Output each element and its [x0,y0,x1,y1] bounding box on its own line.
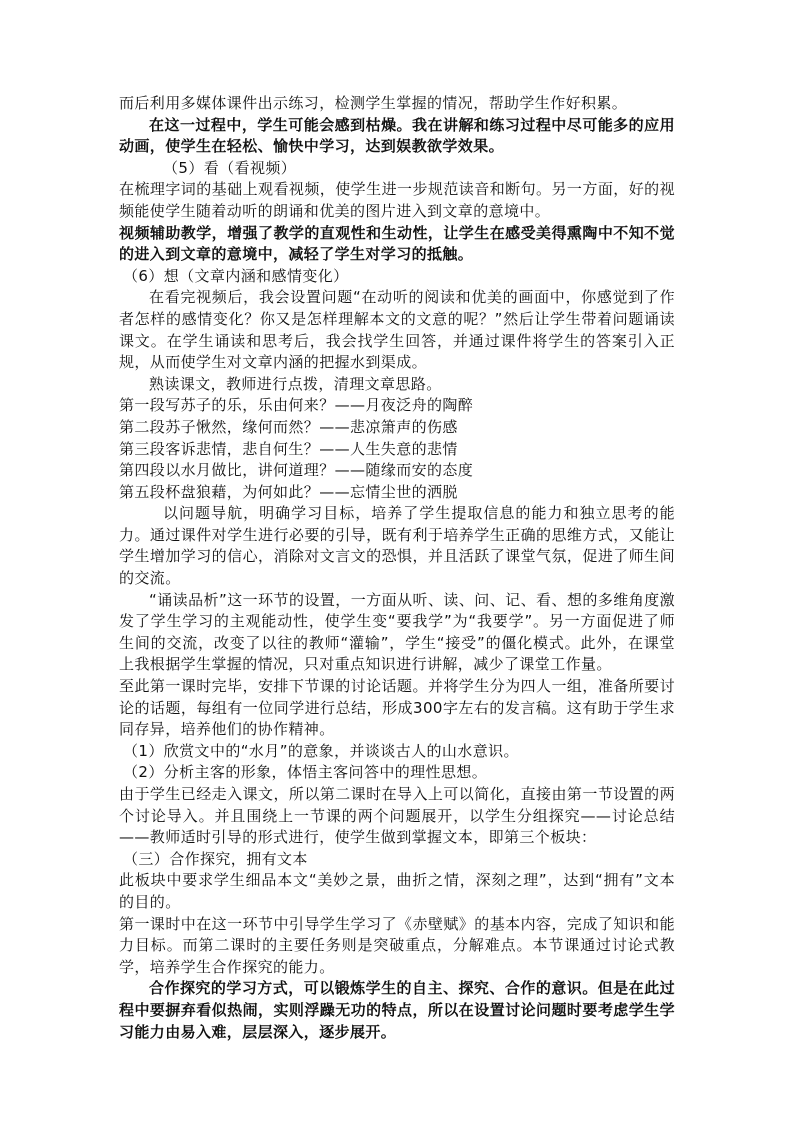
list-item-section-3: 第三段客诉悲情，悲自何生？——人生失意的悲情 [119,439,458,458]
paragraph-read-text: 熟读课文，教师进行点拨，清理文章思路。 [149,374,442,393]
list-item-topic-2: （2）分析主客的形象，体悟主客问答中的理性思想。 [123,763,488,782]
paragraph-question: 在看完视频后，我会设置问题“在动听的阅读和优美的画面中，你感觉到了作者怎样的感情变化？你又是怎样理解本文的文意的呢？”然后让学生带着问题诵读课文。在学生诵读和思考后，我会找学生回答，并通过课件将学生的答案引入正规，从而使学生对文章内涵的把握水到渠成。 [119,288,675,372]
heading-think: （6）想（文章内涵和感情变化） [123,266,349,285]
list-item-topic-1: （1）欣赏文中的“水月”的意象，并谈谈古人的山水意识。 [123,741,519,760]
paragraph-recite-analysis: “诵读品析”这一环节的设置，一方面从听、读、问、记、看、想的多维角度激发了学生学习的主观能动性，使学生变“要我学”为“我要学”。另一方面促进了师生间的交流，改变了以往的教师“灌输”，学生“接受”的僵化模式。此外，在课堂上我根据学生掌握的情况，只对重点知识进行讲解，减少了课堂工作量。 [119,590,675,674]
paragraph-bold-video: 视频辅助教学，增强了教学的直观性和生动性，让学生在感受美得熏陶中不知不觉的进入到文章的意境中，减轻了学生对学习的抵触。 [119,223,675,264]
paragraph-intro-practice: 而后利用多媒体课件出示练习，检测学生掌握的情况，帮助学生作好积累。 [119,94,628,112]
paragraph-first-lesson-end: 至此第一课时完毕，安排下节课的讨论话题。并将学生分为四人一组，准备所要讨论的话题，每组有一位同学进行总结，形成300字左右的发言稿。这有助于学生求同存异，培养他们的协作精神。 [119,677,675,739]
paragraph-second-lesson: 由于学生已经走入课文，所以第二课时在导入上可以简化，直接由第一节设置的两个讨论导入。并且围绕上一节课的两个问题展开，以学生分组探究——讨论总结——教师适时引导的形式进行，使学生做到掌握文本，即第三个板块： [119,785,675,847]
paragraph-lesson-summary: 第一课时中在这一环节中引导学生学习了《赤壁赋》的基本内容，完成了知识和能力目标。而第二课时的主要任务则是突破重点，分解难点。本节课通过讨论式教学，培养学生合作探究的能力。 [119,914,675,976]
paragraph-video: 在梳理字词的基础上观看视频，使学生进一步规范读音和断句。另一方面，好的视频能使学生随着动听的朗诵和优美的图片进入到文章的意境中。 [119,180,675,220]
paragraph-block-requirement: 此板块中要求学生细品本文“美妙之景，曲折之情，深刻之理”，达到“拥有”文本的目的。 [119,871,675,911]
list-item-section-2: 第二段苏子愀然，缘何而然？——悲凉箫声的伤感 [119,417,458,436]
list-item-section-4: 第四段以水月做比，讲何道理？——随缘而安的态度 [119,461,474,480]
heading-watch-video: （5）看（看视频） [163,158,297,177]
document-page [119,93,675,1043]
paragraph-bold-cooperative: 合作探究的学习方式，可以锻炼学生的自主、探究、合作的意识。但是在此过程中要摒弃看似热闹，实则浮躁无功的特点，所以在设置讨论问题时要考虑学生学习能力由易入难，层层深入，逐步展开。 [119,979,675,1041]
paragraph-bold-animation: 在这一过程中，学生可能会感到枯燥。我在讲解和练习过程中尽可能多的应用动画，使学生在轻松、愉快中学习，达到娱教欲学效果。 [119,115,675,156]
list-item-section-5: 第五段杯盘狼藉，为何如此？——忘情尘世的洒脱 [119,482,458,501]
paragraph-question-guidance: 以问题导航，明确学习目标，培养了学生提取信息的能力和独立思考的能力。通过课件对学生进行必要的引导，既有利于培养学生正确的思维方式，又能让学生增加学习的信心，消除对文言文的恐惧，并且活跃了课堂气氛，促进了师生间的交流。 [119,504,675,588]
heading-cooperative-inquiry: （三）合作探究，拥有文本 [123,849,308,868]
list-item-section-1: 第一段写苏子的乐，乐由何来？——月夜泛舟的陶醉 [119,396,474,415]
